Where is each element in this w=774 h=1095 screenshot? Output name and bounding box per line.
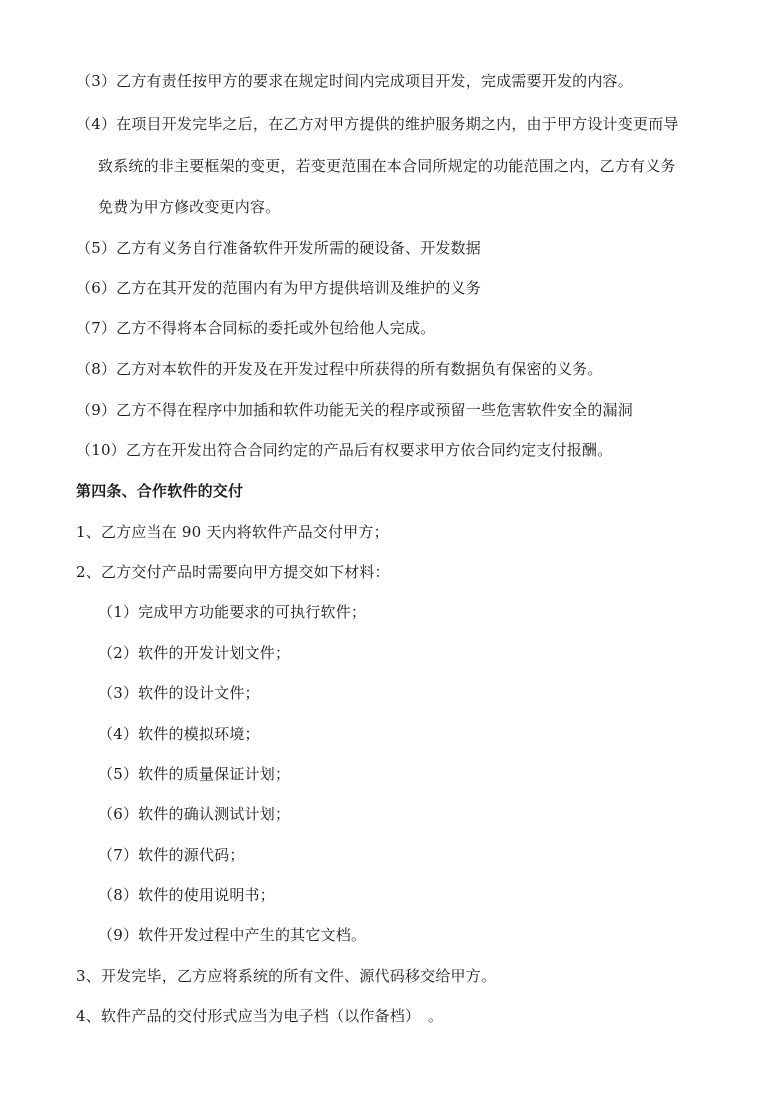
delivery-clause-2: 2、乙方交付产品时需要向甲方提交如下材料：	[76, 563, 390, 581]
duty-item-9: （9）乙方不得在程序中加插和软件功能无关的程序或预留一些危害软件安全的漏洞	[76, 401, 633, 419]
duty-item-5: （5）乙方有义务自行准备软件开发所需的硬设备、开发数据	[76, 239, 481, 257]
duty-item-6: （6）乙方在其开发的范围内有为甲方提供培训及维护的义务	[76, 279, 481, 297]
duty-item-4-continuation-1: 致系统的非主要框架的变更，若变更范围在本合同所规定的功能范围之内，乙方有义务	[98, 157, 676, 175]
material-item-3: （3）软件的设计文件；	[98, 684, 260, 702]
delivery-clause-4: 4、软件产品的交付形式应当为电子档（以作备档） 。	[76, 1007, 444, 1025]
material-item-5: （5）软件的质量保证计划；	[98, 765, 291, 783]
duty-item-7: （7）乙方不得将本合同标的委托或外包给他人完成。	[76, 319, 436, 337]
duty-item-3: （3）乙方有责任按甲方的要求在规定时间内完成项目开发，完成需要开发的内容。	[76, 72, 633, 90]
material-item-9: （9）软件开发过程中产生的其它文档。	[98, 926, 367, 944]
material-item-4: （4）软件的模拟环境；	[98, 725, 260, 743]
duty-item-8: （8）乙方对本软件的开发及在开发过程中所获得的所有数据负有保密的义务。	[76, 360, 603, 378]
duty-item-4-continuation-2: 免费为甲方修改变更内容。	[98, 198, 281, 216]
material-item-6: （6）软件的确认测试计划；	[98, 805, 291, 823]
duty-item-4: （4）在项目开发完毕之后，在乙方对甲方提供的维护服务期之内，由于甲方设计变更而导	[76, 115, 679, 133]
article-4-heading: 第四条、合作软件的交付	[76, 482, 244, 500]
delivery-clause-1: 1、乙方应当在 90 天内将软件产品交付甲方；	[76, 523, 389, 541]
material-item-8: （8）软件的使用说明书；	[98, 886, 275, 904]
duty-item-10: （10）乙方在开发出符合合同约定的产品后有权要求甲方依合同约定支付报酬。	[76, 441, 613, 459]
material-item-1: （1）完成甲方功能要求的可执行软件；	[98, 603, 367, 621]
material-item-7: （7）软件的源代码；	[98, 846, 245, 864]
material-item-2: （2）软件的开发计划文件；	[98, 644, 291, 662]
delivery-clause-3: 3、开发完毕，乙方应将系统的所有文件、源代码移交给甲方。	[76, 967, 497, 985]
